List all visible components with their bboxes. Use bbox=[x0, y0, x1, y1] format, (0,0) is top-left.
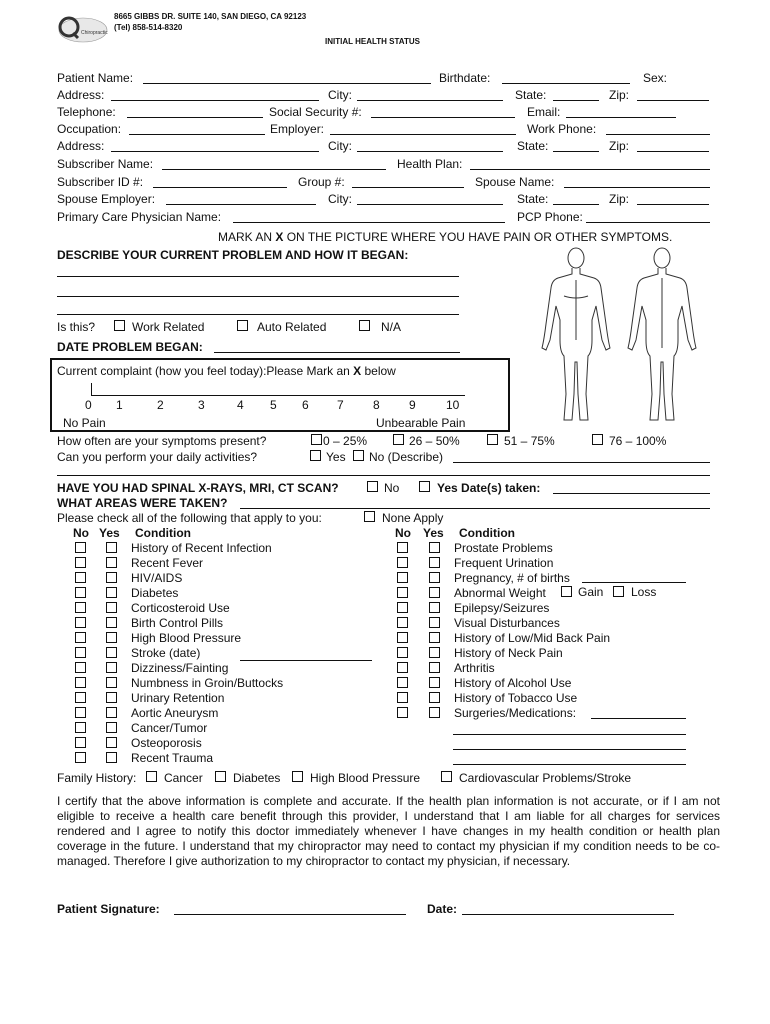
date-began-label: DATE PROBLEM BEGAN: bbox=[57, 340, 203, 354]
city3-field[interactable] bbox=[357, 204, 503, 205]
condition-yes-checkbox[interactable] bbox=[429, 632, 440, 643]
condition-no-checkbox[interactable] bbox=[397, 542, 408, 553]
signature-field[interactable] bbox=[174, 914, 406, 915]
condition-no-checkbox[interactable] bbox=[397, 707, 408, 718]
condition-no-checkbox[interactable] bbox=[75, 752, 86, 763]
condition-no-checkbox[interactable] bbox=[397, 587, 408, 598]
work-related-checkbox[interactable] bbox=[114, 320, 125, 331]
condition-label: Surgeries/Medications: bbox=[454, 706, 577, 720]
pcp-phone-field[interactable] bbox=[586, 222, 710, 223]
telephone-label: Telephone: bbox=[57, 105, 116, 119]
date-label: Date: bbox=[427, 902, 458, 916]
family-cancer-checkbox[interactable] bbox=[146, 771, 157, 782]
birthdate-label: Birthdate: bbox=[439, 71, 491, 85]
condition-yes-checkbox[interactable] bbox=[106, 722, 117, 733]
zip-field[interactable] bbox=[637, 100, 709, 101]
scale-10[interactable]: 10 bbox=[446, 398, 460, 412]
city2-field[interactable] bbox=[357, 151, 503, 152]
condition-label: Numbness in Groin/Buttocks bbox=[131, 676, 284, 690]
condition-label: Dizziness/Fainting bbox=[131, 661, 229, 675]
right-col-yes: Yes bbox=[423, 526, 444, 540]
work-related-label: Work Related bbox=[132, 320, 205, 334]
left-col-yes: Yes bbox=[99, 526, 120, 540]
condition-label: Frequent Urination bbox=[454, 556, 554, 570]
family-cardio-label: Cardiovascular Problems/Stroke bbox=[459, 771, 632, 785]
scale-1[interactable]: 1 bbox=[116, 398, 123, 412]
condition-no-checkbox[interactable] bbox=[75, 617, 86, 628]
gain-checkbox[interactable] bbox=[561, 586, 572, 597]
describe-line-1[interactable] bbox=[57, 276, 459, 277]
sex-label: Sex: bbox=[643, 71, 668, 85]
state2-field[interactable] bbox=[553, 151, 599, 152]
often-26-50-checkbox[interactable] bbox=[393, 434, 404, 445]
areas-label: WHAT AREAS WERE TAKEN? bbox=[57, 496, 228, 510]
condition-yes-checkbox[interactable] bbox=[106, 692, 117, 703]
family-hbp-label: High Blood Pressure bbox=[310, 771, 421, 785]
city2-label: City: bbox=[328, 139, 352, 153]
address-field[interactable] bbox=[111, 100, 319, 101]
certification-text: I certify that the above information is complete and accurate. If the health plan information is not accurate, or if I am not eligible to receive a health care benefit through this provider, I understand that I am liable for all charges for services rendered and I agree to notify this doctor immediately whenever I have changes in my health condition or health plan coverage in the future. I understand that my chiropractor may need to contact my physician if my condition needs to be co-managed. Therefore I give authorization to my chiropractor to contact my physician, if necessary. bbox=[57, 794, 720, 868]
loss-label: Loss bbox=[631, 585, 657, 599]
auto-related-label: Auto Related bbox=[257, 320, 327, 334]
zip-label: Zip: bbox=[609, 88, 630, 102]
condition-no-checkbox[interactable] bbox=[75, 647, 86, 658]
occupation-label: Occupation: bbox=[57, 122, 122, 136]
clinic-logo bbox=[57, 12, 109, 44]
employer-field[interactable] bbox=[330, 134, 516, 135]
condition-no-checkbox[interactable] bbox=[75, 557, 86, 568]
condition-yes-checkbox[interactable] bbox=[429, 572, 440, 583]
condition-yes-checkbox[interactable] bbox=[429, 707, 440, 718]
zip2-label: Zip: bbox=[609, 139, 630, 153]
condition-yes-checkbox[interactable] bbox=[429, 647, 440, 658]
condition-yes-checkbox[interactable] bbox=[429, 542, 440, 553]
condition-no-checkbox[interactable] bbox=[397, 602, 408, 613]
scale-8[interactable]: 8 bbox=[373, 398, 380, 412]
loss-checkbox[interactable] bbox=[613, 586, 624, 597]
state2-label: State: bbox=[517, 139, 549, 153]
zip2-field[interactable] bbox=[637, 151, 709, 152]
occupation-field[interactable] bbox=[129, 134, 265, 135]
often-0-25-label: 0 – 25% bbox=[323, 434, 368, 448]
condition-yes-checkbox[interactable] bbox=[429, 677, 440, 688]
condition-label: Birth Control Pills bbox=[131, 616, 224, 630]
condition-no-checkbox[interactable] bbox=[75, 677, 86, 688]
describe-line-2[interactable] bbox=[57, 296, 459, 297]
form-title: INITIAL HEALTH STATUS bbox=[325, 37, 420, 46]
surgeries-field[interactable] bbox=[591, 718, 686, 719]
patient-name-label: Patient Name: bbox=[57, 71, 134, 85]
left-col-condition: Condition bbox=[135, 526, 191, 540]
surgeries-line-3[interactable] bbox=[453, 749, 686, 750]
condition-label: Recent Fever bbox=[131, 556, 204, 570]
telephone-field[interactable] bbox=[127, 117, 263, 118]
mark-instruction: MARK AN X ON THE PICTURE WHERE YOU HAVE PAIN OR OTHER SYMPTOMS. bbox=[218, 230, 673, 244]
condition-yes-checkbox[interactable] bbox=[106, 557, 117, 568]
condition-label: History of Tobacco Use bbox=[454, 691, 578, 705]
back-body-figure bbox=[628, 248, 696, 420]
patient-name-field[interactable] bbox=[143, 83, 431, 84]
condition-yes-checkbox[interactable] bbox=[429, 662, 440, 673]
condition-label: History of Low/Mid Back Pain bbox=[454, 631, 611, 645]
condition-label: History of Alcohol Use bbox=[454, 676, 572, 690]
xray-no-checkbox[interactable] bbox=[367, 481, 378, 492]
subscriber-name-field[interactable] bbox=[162, 169, 386, 170]
condition-yes-checkbox[interactable] bbox=[106, 602, 117, 613]
describe-line-3[interactable] bbox=[57, 314, 459, 315]
state3-label: State: bbox=[517, 192, 549, 206]
pcp-name-label: Primary Care Physician Name: bbox=[57, 210, 222, 224]
gain-label: Gain bbox=[578, 585, 604, 599]
condition-yes-checkbox[interactable] bbox=[106, 707, 117, 718]
date-field[interactable] bbox=[462, 914, 674, 915]
right-col-condition: Condition bbox=[459, 526, 515, 540]
signature-label: Patient Signature: bbox=[57, 902, 160, 916]
condition-no-checkbox[interactable] bbox=[75, 587, 86, 598]
none-apply-label: None Apply bbox=[382, 511, 444, 525]
scale-2[interactable]: 2 bbox=[157, 398, 164, 412]
subscriber-id-field[interactable] bbox=[153, 187, 287, 188]
daily-yes-label: Yes bbox=[326, 450, 346, 464]
health-plan-label: Health Plan: bbox=[397, 157, 463, 171]
stroke-date-field[interactable] bbox=[240, 660, 372, 661]
condition-label: Abnormal Weight bbox=[454, 586, 546, 600]
zip3-field[interactable] bbox=[637, 204, 709, 205]
condition-label: High Blood Pressure bbox=[131, 631, 242, 645]
scale-low-label: No Pain bbox=[63, 416, 106, 430]
scale-high-label: Unbearable Pain bbox=[376, 416, 466, 430]
condition-no-checkbox[interactable] bbox=[397, 662, 408, 673]
condition-label: Aortic Aneurysm bbox=[131, 706, 219, 720]
condition-label: Diabetes bbox=[131, 586, 179, 600]
condition-yes-checkbox[interactable] bbox=[429, 617, 440, 628]
condition-no-checkbox[interactable] bbox=[397, 677, 408, 688]
often-76-100-checkbox[interactable] bbox=[592, 434, 603, 445]
daily-label: Can you perform your daily activities? bbox=[57, 450, 258, 464]
condition-no-checkbox[interactable] bbox=[75, 662, 86, 673]
pain-scale-tick bbox=[91, 383, 93, 395]
often-0-25-checkbox[interactable] bbox=[311, 434, 322, 445]
condition-yes-checkbox[interactable] bbox=[106, 752, 117, 763]
condition-label: Arthritis bbox=[454, 661, 495, 675]
xray-label: HAVE YOU HAD SPINAL X-RAYS, MRI, CT SCAN? bbox=[57, 481, 339, 495]
is-this-label: Is this? bbox=[57, 320, 96, 334]
condition-no-checkbox[interactable] bbox=[75, 602, 86, 613]
condition-yes-checkbox[interactable] bbox=[106, 677, 117, 688]
city3-label: City: bbox=[328, 192, 352, 206]
pcp-name-field[interactable] bbox=[233, 222, 505, 223]
scale-3[interactable]: 3 bbox=[198, 398, 205, 412]
state3-field[interactable] bbox=[553, 204, 599, 205]
check-all-label: Please check all of the following that apply to you: bbox=[57, 511, 322, 525]
condition-yes-checkbox[interactable] bbox=[106, 572, 117, 583]
condition-label: Epilepsy/Seizures bbox=[454, 601, 550, 615]
condition-label: Osteoporosis bbox=[131, 736, 202, 750]
condition-no-checkbox[interactable] bbox=[75, 722, 86, 733]
condition-yes-checkbox[interactable] bbox=[106, 617, 117, 628]
condition-no-checkbox[interactable] bbox=[397, 632, 408, 643]
often-51-75-checkbox[interactable] bbox=[487, 434, 498, 445]
group-field[interactable] bbox=[352, 187, 464, 188]
condition-no-checkbox[interactable] bbox=[397, 557, 408, 568]
often-76-100-label: 76 – 100% bbox=[609, 434, 667, 448]
subscriber-name-label: Subscriber Name: bbox=[57, 157, 154, 171]
right-col-no: No bbox=[395, 526, 411, 540]
date-began-field[interactable] bbox=[214, 352, 460, 353]
condition-no-checkbox[interactable] bbox=[397, 617, 408, 628]
areas-field[interactable] bbox=[240, 508, 710, 509]
pain-scale-line[interactable] bbox=[91, 395, 465, 396]
family-diabetes-checkbox[interactable] bbox=[215, 771, 226, 782]
work-phone-label: Work Phone: bbox=[527, 122, 597, 136]
condition-label: Stroke (date) bbox=[131, 646, 201, 660]
city-field[interactable] bbox=[357, 100, 503, 101]
birthdate-field[interactable] bbox=[502, 83, 630, 84]
na-label: N/A bbox=[381, 320, 402, 334]
pcp-phone-label: PCP Phone: bbox=[517, 210, 583, 224]
condition-yes-checkbox[interactable] bbox=[106, 587, 117, 598]
address-label: Address: bbox=[57, 88, 105, 102]
scale-0[interactable]: 0 bbox=[85, 398, 92, 412]
email-label: Email: bbox=[527, 105, 561, 119]
ssn-field[interactable] bbox=[371, 117, 515, 118]
condition-label: Prostate Problems bbox=[454, 541, 553, 555]
condition-yes-checkbox[interactable] bbox=[106, 662, 117, 673]
daily-describe-line-2[interactable] bbox=[57, 475, 710, 476]
state-field[interactable] bbox=[553, 100, 599, 101]
family-cancer-label: Cancer bbox=[164, 771, 203, 785]
condition-yes-checkbox[interactable] bbox=[429, 557, 440, 568]
surgeries-line-4[interactable] bbox=[453, 764, 686, 765]
na-checkbox[interactable] bbox=[359, 320, 370, 331]
condition-label: History of Neck Pain bbox=[454, 646, 563, 660]
logo-text: Chiropractic bbox=[81, 30, 108, 36]
clinic-address: 8665 GIBBS DR. SUITE 140, SAN DIEGO, CA 92123 bbox=[114, 12, 307, 21]
condition-yes-checkbox[interactable] bbox=[106, 737, 117, 748]
spouse-name-field[interactable] bbox=[564, 187, 710, 188]
condition-yes-checkbox[interactable] bbox=[106, 542, 117, 553]
condition-yes-checkbox[interactable] bbox=[106, 632, 117, 643]
describe-title: DESCRIBE YOUR CURRENT PROBLEM AND HOW IT BEGAN: bbox=[57, 248, 409, 262]
xray-yes-label: Yes Date(s) taken: bbox=[437, 481, 541, 495]
condition-label: Visual Disturbances bbox=[454, 616, 560, 630]
scale-5[interactable]: 5 bbox=[270, 398, 277, 412]
condition-yes-checkbox[interactable] bbox=[106, 647, 117, 658]
condition-no-checkbox[interactable] bbox=[75, 632, 86, 643]
condition-label: Urinary Retention bbox=[131, 691, 225, 705]
address2-label: Address: bbox=[57, 139, 105, 153]
daily-yes-checkbox[interactable] bbox=[310, 450, 321, 461]
spouse-employer-field[interactable] bbox=[166, 204, 316, 205]
scale-7[interactable]: 7 bbox=[337, 398, 344, 412]
often-26-50-label: 26 – 50% bbox=[409, 434, 460, 448]
subscriber-id-label: Subscriber ID #: bbox=[57, 175, 144, 189]
zip3-label: Zip: bbox=[609, 192, 630, 206]
condition-no-checkbox[interactable] bbox=[75, 572, 86, 583]
auto-related-checkbox[interactable] bbox=[237, 320, 248, 331]
condition-label: Cancer/Tumor bbox=[131, 721, 208, 735]
clinic-phone: (Tel) 858-514-8320 bbox=[114, 23, 183, 32]
left-col-no: No bbox=[73, 526, 89, 540]
condition-no-checkbox[interactable] bbox=[397, 692, 408, 703]
none-apply-checkbox[interactable] bbox=[364, 511, 375, 522]
scale-6[interactable]: 6 bbox=[302, 398, 309, 412]
group-label: Group #: bbox=[298, 175, 345, 189]
xray-yes-checkbox[interactable] bbox=[419, 481, 430, 492]
xray-no-label: No bbox=[384, 481, 400, 495]
health-plan-field[interactable] bbox=[470, 169, 710, 170]
daily-describe-field[interactable] bbox=[453, 462, 710, 463]
complaint-label: Current complaint (how you feel today):Please Mark an X below bbox=[57, 364, 396, 378]
spouse-employer-label: Spouse Employer: bbox=[57, 192, 156, 206]
often-51-75-label: 51 – 75% bbox=[504, 434, 555, 448]
daily-no-label: No (Describe) bbox=[369, 450, 444, 464]
condition-label: Pregnancy, # of births bbox=[454, 571, 570, 585]
condition-label: Recent Trauma bbox=[131, 751, 214, 765]
condition-yes-checkbox[interactable] bbox=[429, 692, 440, 703]
condition-yes-checkbox[interactable] bbox=[429, 587, 440, 598]
xray-dates-field[interactable] bbox=[553, 493, 710, 494]
family-diabetes-label: Diabetes bbox=[233, 771, 281, 785]
work-phone-field[interactable] bbox=[606, 134, 710, 135]
condition-yes-checkbox[interactable] bbox=[429, 602, 440, 613]
email-field[interactable] bbox=[566, 117, 676, 118]
state-label: State: bbox=[515, 88, 547, 102]
front-body-figure bbox=[542, 248, 610, 420]
family-history-label: Family History: bbox=[57, 771, 137, 785]
employer-label: Employer: bbox=[270, 122, 325, 136]
condition-no-checkbox[interactable] bbox=[75, 737, 86, 748]
body-diagram[interactable] bbox=[528, 244, 712, 424]
scale-4[interactable]: 4 bbox=[237, 398, 244, 412]
address2-field[interactable] bbox=[111, 151, 319, 152]
condition-no-checkbox[interactable] bbox=[75, 707, 86, 718]
ssn-label: Social Security #: bbox=[269, 105, 362, 119]
condition-no-checkbox[interactable] bbox=[75, 692, 86, 703]
births-field[interactable] bbox=[582, 582, 686, 583]
condition-label: History of Recent Infection bbox=[131, 541, 272, 555]
daily-no-checkbox[interactable] bbox=[353, 450, 364, 461]
condition-no-checkbox[interactable] bbox=[397, 572, 408, 583]
surgeries-line-2[interactable] bbox=[453, 734, 686, 735]
often-label: How often are your symptoms present? bbox=[57, 434, 267, 448]
city-label: City: bbox=[328, 88, 352, 102]
spouse-name-label: Spouse Name: bbox=[475, 175, 555, 189]
family-cardio-checkbox[interactable] bbox=[441, 771, 452, 782]
condition-no-checkbox[interactable] bbox=[397, 647, 408, 658]
condition-no-checkbox[interactable] bbox=[75, 542, 86, 553]
condition-label: Corticosteroid Use bbox=[131, 601, 230, 615]
scale-9[interactable]: 9 bbox=[409, 398, 416, 412]
condition-label: HIV/AIDS bbox=[131, 571, 183, 585]
family-hbp-checkbox[interactable] bbox=[292, 771, 303, 782]
